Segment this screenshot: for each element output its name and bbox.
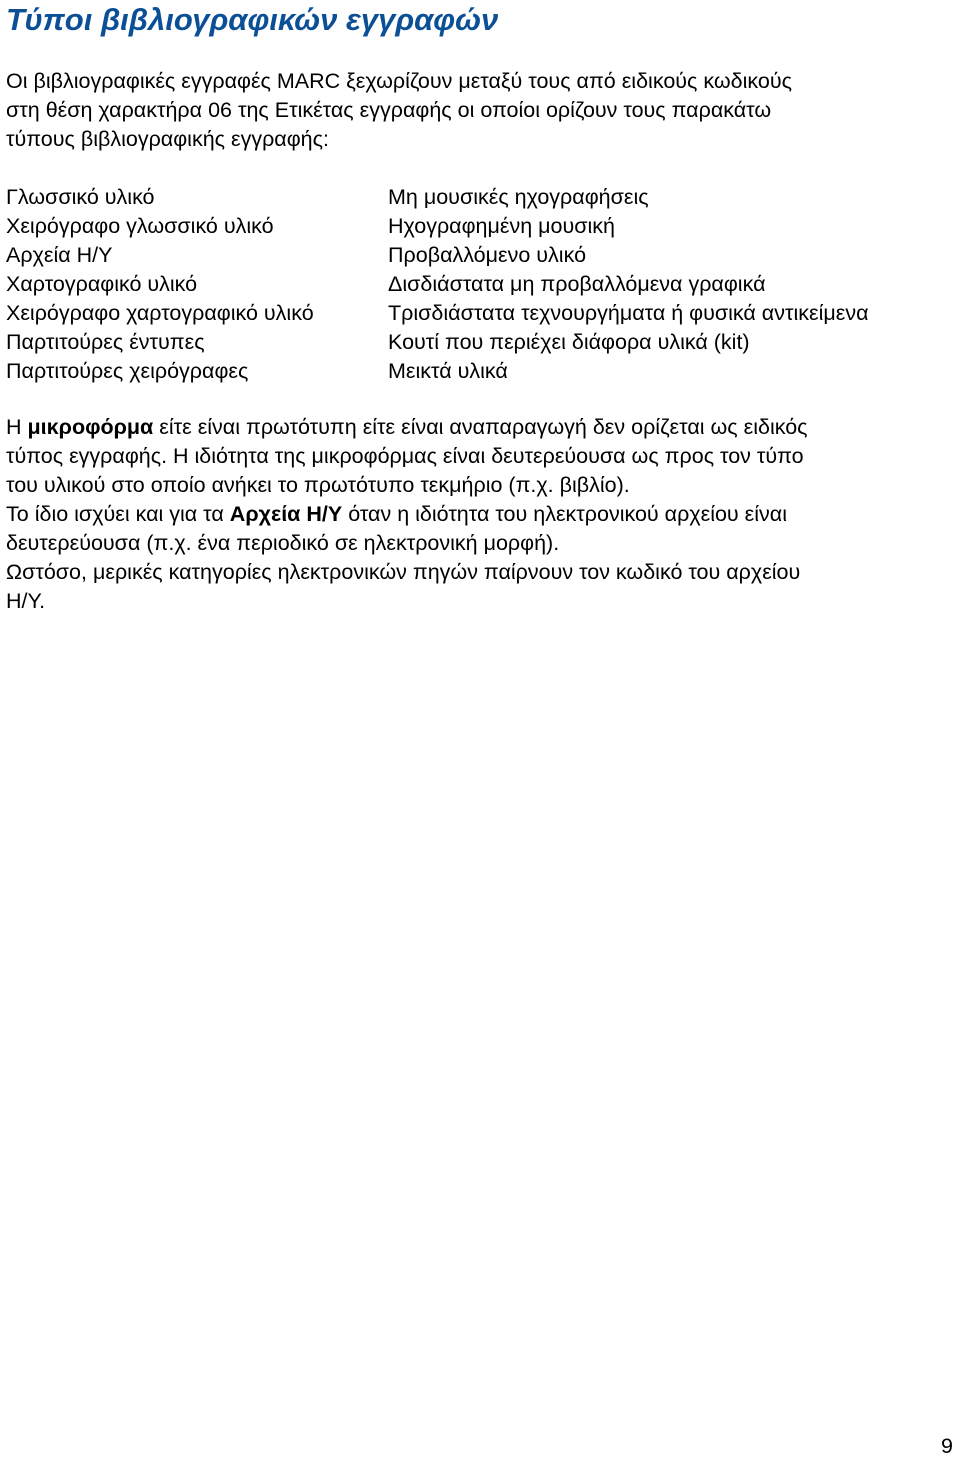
record-type-item: Παρτιτούρες έντυπες xyxy=(6,330,205,354)
notes-text: όταν η ιδιότητα του ηλεκτρονικού αρχείου είναι xyxy=(348,502,787,526)
notes-line: τύπος εγγραφής. Η ιδιότητα της μικροφόρμας είναι δευτερεύουσα ως προς τον τύπο xyxy=(6,444,804,468)
notes-line: Η/Υ. xyxy=(6,589,46,613)
microform-term: μικροφόρμα xyxy=(27,415,154,439)
record-type-item: Χαρτογραφικό υλικό xyxy=(6,272,198,296)
record-types-left-column xyxy=(6,183,314,386)
page-title: Τύποι βιβλιογραφικών εγγραφών xyxy=(6,2,499,37)
record-type-item: Αρχεία Η/Υ xyxy=(6,243,113,267)
notes-line xyxy=(6,500,808,529)
notes-text: είτε είναι πρωτότυπη είτε είναι αναπαραγωγή δεν ορίζεται ως ειδικός xyxy=(159,415,808,439)
record-type-item: Μη μουσικές ηχογραφήσεις xyxy=(388,185,649,209)
record-type-item: Χειρόγραφο χαρτογραφικό υλικό xyxy=(6,301,314,325)
notes-line: Ωστόσο, μερικές κατηγορίες ηλεκτρονικών πηγών παίρνουν τον κωδικό του αρχείου xyxy=(6,560,801,584)
record-type-item: Δισδιάστατα μη προβαλλόμενα γραφικά xyxy=(388,272,766,296)
notes-line: δευτερεύουσα (π.χ. ένα περιοδικό σε ηλεκτρονική μορφή). xyxy=(6,531,560,555)
notes-line xyxy=(6,413,808,442)
record-type-item: Ηχογραφημένη μουσική xyxy=(388,214,616,238)
record-type-item: Παρτιτούρες χειρόγραφες xyxy=(6,359,249,383)
record-type-item: Κουτί που περιέχει διάφορα υλικά (kit) xyxy=(388,330,750,354)
notes-text: Το ίδιο ισχύει και για τα xyxy=(6,502,224,526)
page-number: 9 xyxy=(941,1434,953,1458)
intro-line: τύπους βιβλιογραφικής εγγραφής: xyxy=(6,127,329,151)
computer-files-term: Αρχεία Η/Υ xyxy=(229,502,343,526)
record-types-right-column xyxy=(388,183,869,386)
intro-line: Οι βιβλιογραφικές εγγραφές MARC ξεχωρίζουν μεταξύ τους από ειδικούς κωδικούς xyxy=(6,69,792,93)
intro-line: στη θέση χαρακτήρα 06 της Ετικέτας εγγραφής οι οποίοι ορίζουν τους παρακάτω xyxy=(6,98,772,122)
notes-line: του υλικού στο οποίο ανήκει το πρωτότυπο τεκμήριο (π.χ. βιβλίο). xyxy=(6,473,630,497)
record-type-item: Τρισδιάστατα τεχνουργήματα ή φυσικά αντικείμενα xyxy=(388,301,869,325)
intro-paragraph xyxy=(6,67,792,154)
notes-text: Η xyxy=(6,415,22,439)
notes-paragraph xyxy=(6,413,808,616)
record-type-item: Χειρόγραφο γλωσσικό υλικό xyxy=(6,214,274,238)
record-type-item: Προβαλλόμενο υλικό xyxy=(388,243,587,267)
record-type-item: Μεικτά υλικά xyxy=(388,359,508,383)
record-type-item: Γλωσσικό υλικό xyxy=(6,185,155,209)
